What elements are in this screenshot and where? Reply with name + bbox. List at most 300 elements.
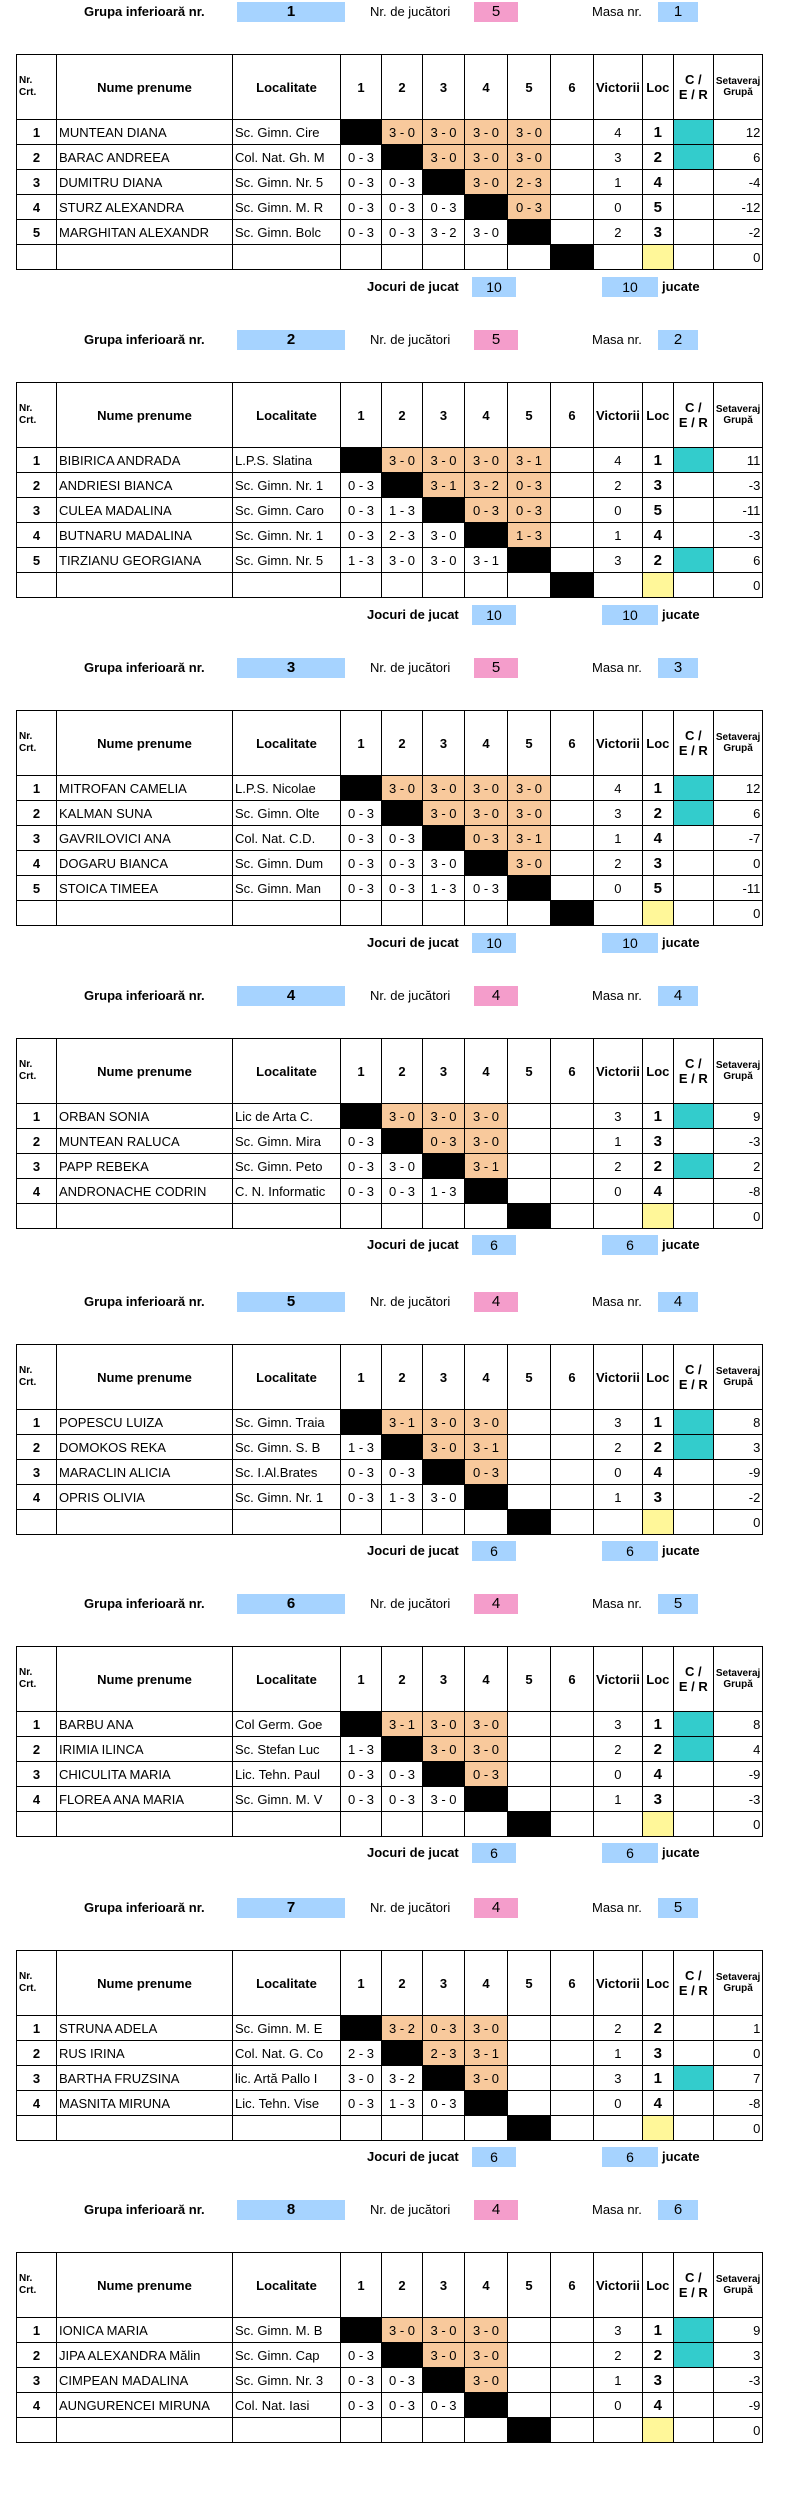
victories-cell[interactable]: 3 (594, 1712, 643, 1737)
player-name[interactable]: DUMITRU DIANA (57, 170, 233, 195)
total-place-cell[interactable] (642, 573, 673, 598)
player-name[interactable]: OPRIS OLIVIA (57, 1485, 233, 1510)
score-cell[interactable]: 3 - 0 (382, 2318, 423, 2343)
player-name[interactable]: MITROFAN CAMELIA (57, 776, 233, 801)
setaveraj-total[interactable]: 0 (713, 901, 762, 926)
player-locality[interactable]: Sc. I.Al.Brates (233, 1460, 341, 1485)
group-number[interactable]: 6 (237, 1594, 345, 1614)
player-name[interactable]: POPESCU LUIZA (57, 1410, 233, 1435)
score-cell[interactable]: 0 - 3 (341, 1460, 382, 1485)
victories-cell[interactable]: 4 (594, 120, 643, 145)
player-locality[interactable]: Sc. Gimn. Nr. 1 (233, 1485, 341, 1510)
player-locality[interactable]: Sc. Gimn. Nr. 1 (233, 473, 341, 498)
setaveraj-cell[interactable]: -11 (713, 498, 762, 523)
total-cell[interactable] (551, 1204, 594, 1229)
group-number[interactable]: 2 (237, 330, 345, 350)
total-cell[interactable] (17, 2116, 57, 2141)
player-locality[interactable]: Sc. Gimn. Dum (233, 851, 341, 876)
player-name[interactable]: STURZ ALEXANDRA (57, 195, 233, 220)
self-cell[interactable] (508, 1204, 551, 1229)
score-cell[interactable]: 3 - 0 (382, 1104, 423, 1129)
place-cell[interactable]: 4 (642, 2091, 673, 2116)
score-cell[interactable] (508, 1712, 551, 1737)
setaveraj-cell[interactable]: -4 (713, 170, 762, 195)
score-cell[interactable]: 3 - 0 (382, 1154, 423, 1179)
players-count[interactable]: 5 (474, 2, 518, 22)
total-cell[interactable] (423, 1510, 465, 1535)
total-cell[interactable] (594, 1812, 643, 1837)
games-played-count[interactable]: 6 (602, 1843, 658, 1863)
cer-cell[interactable] (673, 2041, 713, 2066)
place-cell[interactable]: 4 (642, 826, 673, 851)
score-cell[interactable]: 0 - 3 (341, 1787, 382, 1812)
score-cell[interactable]: 0 - 3 (423, 2091, 465, 2116)
setaveraj-cell[interactable]: 12 (713, 776, 762, 801)
player-locality[interactable]: Lic. Tehn. Vise (233, 2091, 341, 2116)
score-cell[interactable] (551, 145, 594, 170)
score-cell[interactable] (551, 1179, 594, 1204)
score-cell[interactable] (551, 448, 594, 473)
place-cell[interactable]: 4 (642, 1179, 673, 1204)
self-cell[interactable] (508, 2418, 551, 2443)
score-cell[interactable]: 3 - 0 (465, 2066, 508, 2091)
score-cell[interactable] (551, 2041, 594, 2066)
victories-cell[interactable]: 3 (594, 548, 643, 573)
group-number[interactable]: 5 (237, 1292, 345, 1312)
score-cell[interactable] (508, 2066, 551, 2091)
score-cell[interactable]: 3 - 0 (423, 1787, 465, 1812)
place-cell[interactable]: 5 (642, 195, 673, 220)
games-to-play-count[interactable]: 6 (472, 1843, 516, 1863)
total-cell[interactable] (423, 2116, 465, 2141)
place-cell[interactable]: 1 (642, 776, 673, 801)
victories-cell[interactable]: 4 (594, 448, 643, 473)
total-cell[interactable] (17, 901, 57, 926)
player-locality[interactable]: Sc. Gimn. M. E (233, 2016, 341, 2041)
total-cell[interactable] (57, 1510, 233, 1535)
total-cell[interactable] (341, 1204, 382, 1229)
setaveraj-cell[interactable]: 8 (713, 1712, 762, 1737)
player-locality[interactable]: Sc. Gimn. M. B (233, 2318, 341, 2343)
player-name[interactable]: JIPA ALEXANDRA Mălin (57, 2343, 233, 2368)
setaveraj-cell[interactable]: -9 (713, 1762, 762, 1787)
cer-cell[interactable] (673, 2368, 713, 2393)
total-cell[interactable] (423, 1812, 465, 1837)
player-name[interactable]: DOMOKOS REKA (57, 1435, 233, 1460)
score-cell[interactable]: 0 - 3 (341, 876, 382, 901)
player-locality[interactable]: Lic. Tehn. Paul (233, 1762, 341, 1787)
total-cell[interactable] (594, 2116, 643, 2141)
score-cell[interactable] (551, 2016, 594, 2041)
total-cell[interactable] (508, 245, 551, 270)
player-locality[interactable]: C. N. Informatic (233, 1179, 341, 1204)
victories-cell[interactable]: 1 (594, 170, 643, 195)
score-cell[interactable]: 3 - 0 (465, 1410, 508, 1435)
score-cell[interactable] (508, 1762, 551, 1787)
score-cell[interactable]: 1 - 3 (508, 523, 551, 548)
score-cell[interactable]: 3 - 2 (382, 2016, 423, 2041)
setaveraj-cell[interactable]: -9 (713, 2393, 762, 2418)
cer-cell[interactable] (673, 1737, 713, 1762)
self-cell[interactable] (551, 573, 594, 598)
score-cell[interactable] (551, 1154, 594, 1179)
total-cell[interactable] (382, 1204, 423, 1229)
total-cell[interactable] (465, 1812, 508, 1837)
total-cell[interactable] (233, 1510, 341, 1535)
victories-cell[interactable]: 2 (594, 1737, 643, 1762)
setaveraj-cell[interactable]: 0 (713, 851, 762, 876)
score-cell[interactable] (551, 1712, 594, 1737)
total-cell[interactable] (233, 2418, 341, 2443)
victories-cell[interactable]: 1 (594, 2368, 643, 2393)
cer-cell[interactable] (673, 1435, 713, 1460)
score-cell[interactable]: 0 - 3 (341, 220, 382, 245)
score-cell[interactable] (508, 2041, 551, 2066)
score-cell[interactable]: 3 - 0 (423, 1737, 465, 1762)
victories-cell[interactable]: 3 (594, 2066, 643, 2091)
score-cell[interactable]: 3 - 0 (465, 2368, 508, 2393)
total-cell[interactable] (423, 245, 465, 270)
place-cell[interactable]: 3 (642, 851, 673, 876)
score-cell[interactable]: 3 - 0 (382, 548, 423, 573)
total-cell[interactable] (17, 245, 57, 270)
table-number[interactable]: 5 (658, 1594, 698, 1614)
setaveraj-cell[interactable]: 12 (713, 120, 762, 145)
score-cell[interactable]: 1 - 3 (382, 498, 423, 523)
place-cell[interactable]: 4 (642, 2393, 673, 2418)
score-cell[interactable] (551, 2368, 594, 2393)
setaveraj-cell[interactable]: -3 (713, 1787, 762, 1812)
players-count[interactable]: 4 (474, 986, 518, 1006)
score-cell[interactable]: 0 - 3 (341, 145, 382, 170)
score-cell[interactable]: 3 - 2 (382, 2066, 423, 2091)
player-locality[interactable]: Sc. Gimn. Cap (233, 2343, 341, 2368)
place-cell[interactable]: 4 (642, 523, 673, 548)
player-locality[interactable]: Sc. Gimn. Caro (233, 498, 341, 523)
score-cell[interactable] (551, 1435, 594, 1460)
self-cell[interactable] (551, 245, 594, 270)
score-cell[interactable]: 0 - 3 (382, 1460, 423, 1485)
total-cell[interactable] (594, 573, 643, 598)
place-cell[interactable]: 1 (642, 448, 673, 473)
setaveraj-total[interactable]: 0 (713, 2116, 762, 2141)
cer-cell[interactable] (673, 195, 713, 220)
victories-cell[interactable]: 1 (594, 1129, 643, 1154)
score-cell[interactable]: 0 - 3 (382, 1179, 423, 1204)
score-cell[interactable]: 1 - 3 (341, 1737, 382, 1762)
setaveraj-cell[interactable]: -7 (713, 826, 762, 851)
games-played-count[interactable]: 6 (602, 1235, 658, 1255)
score-cell[interactable]: 0 - 3 (508, 473, 551, 498)
setaveraj-cell[interactable]: -11 (713, 876, 762, 901)
score-cell[interactable] (551, 876, 594, 901)
score-cell[interactable]: 2 - 3 (341, 2041, 382, 2066)
total-cell[interactable] (57, 1204, 233, 1229)
score-cell[interactable]: 0 - 3 (341, 801, 382, 826)
cer-cell[interactable] (673, 220, 713, 245)
setaveraj-cell[interactable]: 4 (713, 1737, 762, 1762)
score-cell[interactable]: 0 - 3 (382, 1787, 423, 1812)
cer-cell[interactable] (673, 1485, 713, 1510)
score-cell[interactable]: 3 - 0 (465, 2318, 508, 2343)
score-cell[interactable]: 3 - 0 (465, 1712, 508, 1737)
victories-cell[interactable]: 3 (594, 1104, 643, 1129)
place-cell[interactable]: 2 (642, 1154, 673, 1179)
total-cell[interactable] (673, 245, 713, 270)
total-place-cell[interactable] (642, 245, 673, 270)
cer-cell[interactable] (673, 776, 713, 801)
score-cell[interactable] (551, 473, 594, 498)
total-cell[interactable] (465, 245, 508, 270)
cer-cell[interactable] (673, 1104, 713, 1129)
total-cell[interactable] (341, 901, 382, 926)
score-cell[interactable]: 1 - 3 (423, 876, 465, 901)
score-cell[interactable] (551, 1410, 594, 1435)
score-cell[interactable] (508, 1410, 551, 1435)
total-cell[interactable] (341, 573, 382, 598)
score-cell[interactable] (551, 1129, 594, 1154)
score-cell[interactable]: 3 - 0 (465, 2016, 508, 2041)
player-locality[interactable]: Sc. Gimn. Bolc (233, 220, 341, 245)
setaveraj-cell[interactable]: -9 (713, 1460, 762, 1485)
score-cell[interactable]: 2 - 3 (508, 170, 551, 195)
setaveraj-total[interactable]: 0 (713, 245, 762, 270)
total-cell[interactable] (673, 573, 713, 598)
score-cell[interactable]: 0 - 3 (341, 195, 382, 220)
cer-cell[interactable] (673, 1712, 713, 1737)
score-cell[interactable]: 3 - 0 (423, 120, 465, 145)
player-name[interactable]: KALMAN SUNA (57, 801, 233, 826)
total-cell[interactable] (465, 1204, 508, 1229)
score-cell[interactable] (551, 2318, 594, 2343)
score-cell[interactable]: 3 - 2 (465, 473, 508, 498)
total-cell[interactable] (382, 2418, 423, 2443)
total-cell[interactable] (673, 901, 713, 926)
total-cell[interactable] (508, 573, 551, 598)
setaveraj-cell[interactable]: 11 (713, 448, 762, 473)
player-locality[interactable]: Col. Nat. C.D. (233, 826, 341, 851)
player-locality[interactable]: Sc. Stefan Luc (233, 1737, 341, 1762)
score-cell[interactable]: 1 - 3 (341, 548, 382, 573)
victories-cell[interactable]: 0 (594, 2091, 643, 2116)
player-locality[interactable]: Sc. Gimn. Mira (233, 1129, 341, 1154)
score-cell[interactable]: 0 - 3 (341, 473, 382, 498)
total-cell[interactable] (233, 2116, 341, 2141)
score-cell[interactable]: 3 - 0 (382, 776, 423, 801)
player-locality[interactable]: Sc. Gimn. M. V (233, 1787, 341, 1812)
games-played-count[interactable]: 10 (602, 605, 658, 625)
player-name[interactable]: MUNTEAN DIANA (57, 120, 233, 145)
games-to-play-count[interactable]: 6 (472, 1541, 516, 1561)
score-cell[interactable]: 3 - 0 (423, 776, 465, 801)
score-cell[interactable] (508, 1485, 551, 1510)
place-cell[interactable]: 3 (642, 220, 673, 245)
player-name[interactable]: BUTNARU MADALINA (57, 523, 233, 548)
total-cell[interactable] (341, 2418, 382, 2443)
setaveraj-cell[interactable]: 9 (713, 2318, 762, 2343)
player-name[interactable]: MARACLIN ALICIA (57, 1460, 233, 1485)
total-cell[interactable] (551, 1510, 594, 1535)
score-cell[interactable]: 3 - 0 (465, 1129, 508, 1154)
group-number[interactable]: 4 (237, 986, 345, 1006)
total-cell[interactable] (17, 2418, 57, 2443)
setaveraj-cell[interactable]: 2 (713, 1154, 762, 1179)
total-cell[interactable] (673, 1204, 713, 1229)
score-cell[interactable]: 3 - 0 (423, 1485, 465, 1510)
player-locality[interactable]: Sc. Gimn. Nr. 5 (233, 170, 341, 195)
self-cell[interactable] (508, 2116, 551, 2141)
table-number[interactable]: 3 (658, 658, 698, 678)
score-cell[interactable]: 3 - 1 (508, 826, 551, 851)
table-number[interactable]: 4 (658, 1292, 698, 1312)
total-place-cell[interactable] (642, 2116, 673, 2141)
score-cell[interactable] (551, 1737, 594, 1762)
player-locality[interactable]: Sc. Gimn. Traia (233, 1410, 341, 1435)
player-locality[interactable]: Sc. Gimn. M. R (233, 195, 341, 220)
player-name[interactable]: CHICULITA MARIA (57, 1762, 233, 1787)
games-played-count[interactable]: 10 (602, 277, 658, 297)
player-locality[interactable]: Sc. Gimn. Cire (233, 120, 341, 145)
total-cell[interactable] (57, 245, 233, 270)
setaveraj-cell[interactable]: -3 (713, 2368, 762, 2393)
score-cell[interactable]: 3 - 1 (465, 2041, 508, 2066)
total-cell[interactable] (57, 901, 233, 926)
total-cell[interactable] (594, 901, 643, 926)
total-cell[interactable] (551, 2418, 594, 2443)
player-locality[interactable]: Sc. Gimn. Olte (233, 801, 341, 826)
total-cell[interactable] (341, 2116, 382, 2141)
score-cell[interactable]: 3 - 0 (465, 1737, 508, 1762)
victories-cell[interactable]: 2 (594, 473, 643, 498)
total-cell[interactable] (382, 901, 423, 926)
score-cell[interactable] (551, 220, 594, 245)
total-cell[interactable] (382, 1510, 423, 1535)
score-cell[interactable]: 3 - 1 (465, 1435, 508, 1460)
games-played-count[interactable]: 10 (602, 933, 658, 953)
setaveraj-cell[interactable]: 7 (713, 2066, 762, 2091)
score-cell[interactable] (508, 1787, 551, 1812)
setaveraj-total[interactable]: 0 (713, 1204, 762, 1229)
score-cell[interactable]: 3 - 0 (465, 776, 508, 801)
score-cell[interactable] (551, 826, 594, 851)
score-cell[interactable]: 3 - 0 (423, 1435, 465, 1460)
total-cell[interactable] (233, 1204, 341, 1229)
total-cell[interactable] (57, 1812, 233, 1837)
cer-cell[interactable] (673, 1410, 713, 1435)
total-cell[interactable] (465, 573, 508, 598)
score-cell[interactable]: 0 - 3 (341, 1762, 382, 1787)
place-cell[interactable]: 2 (642, 548, 673, 573)
setaveraj-cell[interactable]: 6 (713, 145, 762, 170)
cer-cell[interactable] (673, 170, 713, 195)
setaveraj-cell[interactable]: -8 (713, 2091, 762, 2116)
place-cell[interactable]: 5 (642, 876, 673, 901)
score-cell[interactable]: 2 - 3 (423, 2041, 465, 2066)
score-cell[interactable] (551, 2066, 594, 2091)
score-cell[interactable] (508, 2016, 551, 2041)
player-locality[interactable]: Col Germ. Goe (233, 1712, 341, 1737)
score-cell[interactable] (551, 801, 594, 826)
place-cell[interactable]: 5 (642, 498, 673, 523)
setaveraj-cell[interactable]: -2 (713, 220, 762, 245)
score-cell[interactable] (508, 2368, 551, 2393)
player-name[interactable]: AUNGURENCEI MIRUNA (57, 2393, 233, 2418)
score-cell[interactable] (551, 2393, 594, 2418)
score-cell[interactable]: 0 - 3 (423, 2393, 465, 2418)
score-cell[interactable]: 3 - 0 (423, 548, 465, 573)
score-cell[interactable] (551, 851, 594, 876)
player-name[interactable]: MARGHITAN ALEXANDR (57, 220, 233, 245)
score-cell[interactable]: 0 - 3 (341, 851, 382, 876)
player-name[interactable]: ANDRIESI BIANCA (57, 473, 233, 498)
total-cell[interactable] (382, 1812, 423, 1837)
score-cell[interactable] (551, 2343, 594, 2368)
self-cell[interactable] (508, 1510, 551, 1535)
player-locality[interactable]: Col. Nat. Iasi (233, 2393, 341, 2418)
table-number[interactable]: 1 (658, 2, 698, 22)
score-cell[interactable]: 2 - 3 (382, 523, 423, 548)
score-cell[interactable] (508, 1154, 551, 1179)
total-cell[interactable] (465, 2418, 508, 2443)
cer-cell[interactable] (673, 876, 713, 901)
victories-cell[interactable]: 1 (594, 523, 643, 548)
cer-cell[interactable] (673, 2343, 713, 2368)
score-cell[interactable]: 3 - 0 (423, 2343, 465, 2368)
score-cell[interactable] (551, 776, 594, 801)
cer-cell[interactable] (673, 851, 713, 876)
place-cell[interactable]: 1 (642, 2066, 673, 2091)
table-number[interactable]: 4 (658, 986, 698, 1006)
score-cell[interactable]: 0 - 3 (341, 1154, 382, 1179)
setaveraj-cell[interactable]: -8 (713, 1179, 762, 1204)
player-name[interactable]: CULEA MADALINA (57, 498, 233, 523)
table-number[interactable]: 5 (658, 1898, 698, 1918)
total-cell[interactable] (594, 245, 643, 270)
games-played-count[interactable]: 6 (602, 1541, 658, 1561)
victories-cell[interactable]: 2 (594, 851, 643, 876)
player-locality[interactable]: Col. Nat. Gh. M (233, 145, 341, 170)
setaveraj-total[interactable]: 0 (713, 2418, 762, 2443)
player-locality[interactable]: Lic de Arta C. (233, 1104, 341, 1129)
score-cell[interactable] (508, 2343, 551, 2368)
player-locality[interactable]: Sc. Gimn. Man (233, 876, 341, 901)
score-cell[interactable]: 3 - 0 (382, 448, 423, 473)
score-cell[interactable] (551, 1104, 594, 1129)
place-cell[interactable]: 3 (642, 1129, 673, 1154)
total-cell[interactable] (594, 1510, 643, 1535)
score-cell[interactable] (551, 2091, 594, 2116)
total-cell[interactable] (423, 2418, 465, 2443)
score-cell[interactable]: 3 - 0 (508, 801, 551, 826)
place-cell[interactable]: 2 (642, 1435, 673, 1460)
cer-cell[interactable] (673, 2318, 713, 2343)
score-cell[interactable] (551, 498, 594, 523)
players-count[interactable]: 4 (474, 2200, 518, 2220)
player-name[interactable]: IRIMIA ILINCA (57, 1737, 233, 1762)
place-cell[interactable]: 1 (642, 1712, 673, 1737)
group-number[interactable]: 8 (237, 2200, 345, 2220)
victories-cell[interactable]: 0 (594, 876, 643, 901)
score-cell[interactable]: 0 - 3 (423, 1129, 465, 1154)
player-name[interactable]: TIRZIANU GEORGIANA (57, 548, 233, 573)
total-place-cell[interactable] (642, 2418, 673, 2443)
total-cell[interactable] (673, 2418, 713, 2443)
place-cell[interactable]: 2 (642, 2343, 673, 2368)
total-cell[interactable] (233, 1812, 341, 1837)
total-cell[interactable] (233, 245, 341, 270)
score-cell[interactable] (551, 1460, 594, 1485)
score-cell[interactable]: 0 - 3 (382, 2393, 423, 2418)
